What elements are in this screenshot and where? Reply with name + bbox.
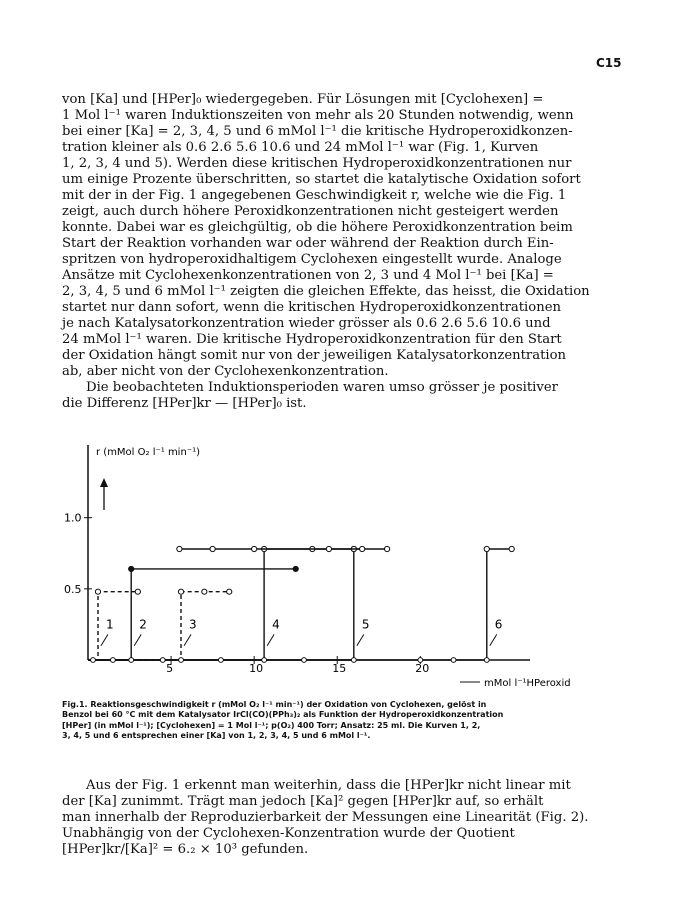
caption-line: [HPer] (in mMol l⁻¹); [Cyclohexen] = 1 Mol l⁻¹; p(O₂) 400 Torr; Ansatz: 25 ml. Die Kurven 1, 2, xyxy=(62,720,481,730)
curve-pointer xyxy=(101,634,108,645)
data-point xyxy=(326,546,331,551)
y-tick-label: 0.5 xyxy=(64,582,82,596)
curve-pointer xyxy=(267,634,274,645)
text-line: spritzen von hydroperoxidhaltigem Cyclohexen eingestellt wurde. Analoge xyxy=(62,252,562,267)
data-point xyxy=(160,658,165,663)
y-arrow-head xyxy=(100,478,108,487)
data-point xyxy=(351,658,356,663)
text-line: man innerhalb der Reproduzierbarkeit der Messungen eine Linearität (Fig. 2). xyxy=(62,810,589,825)
curve-label: 3 xyxy=(189,617,197,632)
figure-1-chart xyxy=(0,440,680,700)
data-point xyxy=(418,658,423,663)
text-line: Ansätze mit Cyclohexenkonzentrationen von 2, 3 und 4 Mol l⁻¹ bei [Ka] = xyxy=(62,268,554,283)
text-line: 2, 3, 4, 5 und 6 mMol l⁻¹ zeigten die gleichen Effekte, das heisst, die Oxidation xyxy=(62,284,590,299)
x-axis-label: mMol l⁻¹HPeroxid xyxy=(484,678,571,689)
curve-pointer xyxy=(134,634,141,645)
x-tick-label: 10 xyxy=(249,662,264,675)
data-point xyxy=(129,658,134,663)
text-line: bei einer [Ka] = 2, 3, 4, 5 und 6 mMol l⁻¹ die kritische Hydroperoxidkonzen- xyxy=(62,124,573,139)
paragraph-2 xyxy=(62,778,622,858)
curve-label: 1 xyxy=(105,617,114,632)
text-line: zeigt, auch durch höhere Peroxidkonzentrationen nicht gesteigert werden xyxy=(62,204,559,219)
data-point xyxy=(95,589,100,594)
series-line xyxy=(88,549,354,660)
x-tick-label: 20 xyxy=(415,662,430,675)
text-line: von [Ka] und [HPer]₀ wiedergegeben. Für Lösungen mit [Cyclohexen] = xyxy=(62,92,544,107)
data-point xyxy=(384,546,389,551)
data-point xyxy=(293,566,298,571)
text-line: 24 mMol l⁻¹ waren. Die kritische Hydroperoxidkonzentration für den Start xyxy=(62,332,562,347)
text-line: tration kleiner als 0.6 2.6 5.6 10.6 und 24 mMol l⁻¹ war (Fig. 1, Kurven xyxy=(62,140,539,155)
y-axis-label: r (mMol O₂ l⁻¹ min⁻¹) xyxy=(96,447,200,458)
text-line: der Oxidation hängt somit nur von der jeweiligen Katalysatorkonzentration xyxy=(62,348,567,363)
curve-label: 6 xyxy=(494,617,503,632)
data-point xyxy=(252,546,257,551)
data-point xyxy=(129,566,134,571)
y-tick-label: 1.0 xyxy=(64,511,82,525)
text-line: je nach Katalysatorkonzentration wieder grösser als 0.6 2.6 5.6 10.6 und xyxy=(62,316,551,331)
curve-pointer xyxy=(490,634,497,645)
caption-line: Fig.1. Reaktionsgeschwindigkeit r (mMol O₂ l⁻¹ min⁻¹) der Oxidation von Cyclohexen, gelöst in xyxy=(62,700,487,709)
data-point xyxy=(210,546,215,551)
data-point xyxy=(262,658,267,663)
text-line: [HPer]kr/[Ka]² = 6.₂ × 10³ gefunden. xyxy=(62,842,309,857)
data-point xyxy=(111,658,116,663)
text-line: die Differenz [HPer]kr — [HPer]₀ ist. xyxy=(62,396,307,411)
curve-label: 2 xyxy=(139,617,147,632)
text-line: um einige Prozente überschritten, so startet die katalytische Oxidation sofort xyxy=(62,172,581,187)
text-line: Die beobachteten Induktionsperioden waren umso grösser je positiver xyxy=(86,380,558,395)
data-point xyxy=(91,658,96,663)
data-point xyxy=(484,658,489,663)
text-line: Unabhängig von der Cyclohexen-Konzentration wurde der Quotient xyxy=(62,826,515,841)
paragraph-1 xyxy=(62,92,622,412)
data-point xyxy=(219,658,224,663)
text-line: 1, 2, 3, 4 und 5). Werden diese kritischen Hydroperoxidkonzentrationen nur xyxy=(62,156,572,171)
caption-line: Benzol bei 60 °C mit dem Katalysator IrCl(CO)(PPh₃)₂ als Funktion der Hydroperoxidkonzentration xyxy=(62,710,504,720)
curve-pointer xyxy=(184,634,191,645)
data-point xyxy=(177,546,182,551)
data-point xyxy=(360,546,365,551)
x-tick-label: 5 xyxy=(166,662,174,675)
data-point xyxy=(509,546,514,551)
data-point xyxy=(178,589,183,594)
data-point xyxy=(484,546,489,551)
data-point xyxy=(302,658,307,663)
data-point xyxy=(227,589,232,594)
data-point xyxy=(202,589,207,594)
data-point xyxy=(451,658,456,663)
data-point xyxy=(179,658,184,663)
series-line xyxy=(88,549,387,660)
text-line: startet nur dann sofort, wenn die kritischen Hydroperoxidkonzentrationen xyxy=(62,300,562,315)
x-tick-label: 15 xyxy=(332,662,347,675)
figure-caption xyxy=(62,700,622,742)
curve-label: 4 xyxy=(272,617,280,632)
text-line: 1 Mol l⁻¹ waren Induktionszeiten von mehr als 20 Stunden notwendig, wenn xyxy=(62,108,574,123)
series-line xyxy=(88,549,512,660)
curve-label: 5 xyxy=(361,617,370,632)
text-line: konnte. Dabei war es gleichgültig, ob die höhere Peroxidkonzentration beim xyxy=(62,220,573,235)
curve-pointer xyxy=(357,634,364,645)
text-line: der [Ka] zunimmt. Trägt man jedoch [Ka]² gegen [HPer]kr auf, so erhält xyxy=(62,794,544,809)
text-line: Start der Reaktion vorhanden war oder während der Reaktion durch Ein- xyxy=(62,236,554,251)
page-number: C15 xyxy=(596,56,622,70)
text-line: mit der in der Fig. 1 angegebenen Geschwindigkeit r, welche wie die Fig. 1 xyxy=(62,188,567,203)
caption-line: 3, 4, 5 und 6 entsprechen einer [Ka] von 1, 2, 3, 4, 5 und 6 mMol l⁻¹. xyxy=(62,731,371,741)
text-line: ab, aber nicht von der Cyclohexenkonzentration. xyxy=(62,364,389,379)
text-line: Aus der Fig. 1 erkennt man weiterhin, dass die [HPer]kr nicht linear mit xyxy=(86,778,571,793)
data-point xyxy=(135,589,140,594)
